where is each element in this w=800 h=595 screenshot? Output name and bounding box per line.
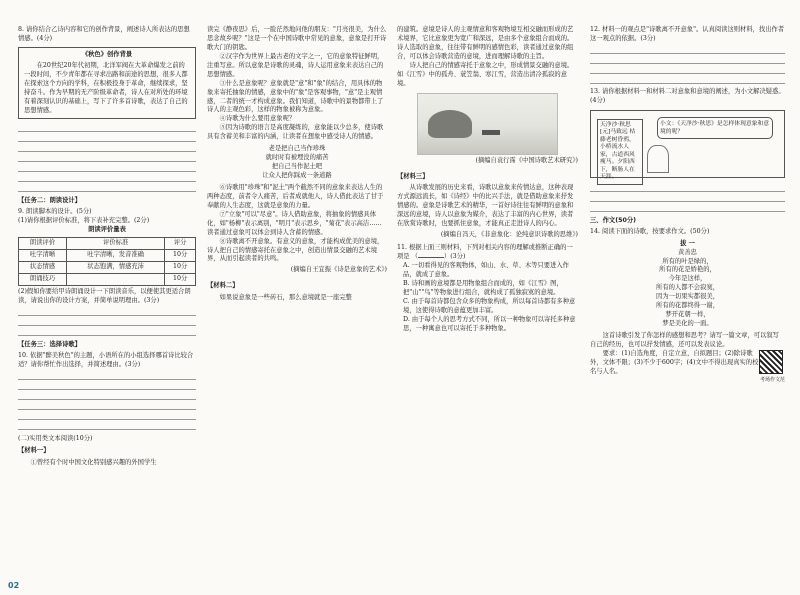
qr-code-icon[interactable] [759,350,783,374]
question-12: 12. 材料一的观点是"诗歌离不开意象"。认真阅读这则材料，找出作者这一观点的依据。(3分) [590,26,785,42]
table-cell: 10分 [165,250,196,262]
background-box-title: 《秋色》创作背景 [81,50,133,58]
poem-line: 老是把自己当作珍珠 [268,145,326,153]
table-row [19,262,196,274]
material-1-p3: ③什么是意象呢？意象就是"意"和"象"的结合，用具体的物象来寄托抽象的情感，意象中的"象"是客观事物，"意"是主观情感，二者的统一才构成意象。我们知道，诗歌中的景物都带上了诗人的主观色彩，这样的物象被称为意象。 [207,79,384,114]
poem-line: 让众人把你踩成一条道路 [262,172,332,179]
column-3 [397,26,578,333]
section-2-heading: (二)实用类文本阅读(10分) [18,434,93,442]
question-11: 11. 根据上面三则材料，下列对相关内容的理解或推断正确的一项是 （ ）(3分) [397,244,573,260]
poem-line: 今年是这样， [668,275,707,283]
table-header: 评分 [165,238,196,250]
option-a[interactable]: A. 一切看得见的客观物体，如山、水、草、木等只要进入作品，就成了意象。 [403,261,569,278]
material-1-source: (摘编自王宜振《诗是意象的艺术》) [290,266,387,274]
column-4 [590,26,785,384]
table-header: 评价标准 [67,238,165,250]
question-13: 13. 请你根据材料一和材料二对意象和意境的阐述，为小文解决疑惑。(4分) [590,87,785,104]
material-1-p6: ⑥诗歌用"珍珠"和"泥土"两个截然不同的意象来表达人生的两种态度，前者令人痛苦，后者成就他人，诗人借此表达了甘于奉献的人生态度，这就是意象的力量。 [207,183,384,209]
section-3-heading: 三、作文(50分) [590,216,637,224]
answer-lines-q10[interactable] [18,370,196,430]
option-b[interactable]: B. 诗和画的意境都是用物象组合而成的，如《江雪》图，把"山""鸟"等物象进行组合，就构成了孤独寂寞的意境。 [403,279,563,296]
poem-line: 因为一切果实都很美， [656,293,719,301]
material-1-p5: ⑤因为诗歌的语言是高度凝练的，意象能以少总多，使诗歌具有含蓄美和丰富的内涵，让读者在想象中感受诗人的情感。 [207,124,384,141]
answer-lines-q13[interactable] [590,182,785,212]
question-10: 10. 依据"醉美秋色"的主题，小语所在的小组选择哪首诗比较合适？请你帮忙作出选择，并简述理由。(3分) [18,351,194,368]
material-2-p1: 的建筑。意境是诗人的主观情意和客观物境互相交融而形成的艺术境界，它比意象更为宽广和深远，是由多个意象组合而成的。诗人选取的意象，往往带有鲜明的感情色彩，读者通过意象的组合，可以体会诗歌营造的意境，进而理解诗歌的主旨。 [397,26,574,60]
painting-boat [482,130,500,135]
material-1-p4: ④诗歌为什么要用意象呢？ [219,115,296,123]
table-cell: 10分 [165,274,196,286]
qr-caption: 考场作文范 [759,376,785,383]
poem-line: 梦是美化的一面。 [662,320,713,328]
table-row [19,274,196,286]
option-d[interactable]: D. 由于每个人的思考方式不同，所以一种物象可以寄托多种意思，一种寓意也可以寄托于多种物象。 [403,315,576,332]
table-cell: 状态饱满，情感充沛 [67,262,165,274]
rubric-table-title: 朗读评价量表 [88,226,126,234]
table-header: 朗读评价 [19,238,67,250]
painting-mountain [428,110,472,138]
table-cell: 吐字清晰，发音准确 [67,250,165,262]
cartoon-illustration [590,110,785,181]
table-cell: 状态情感 [19,262,67,274]
table-cell: 10分 [165,262,196,274]
question-14: 14. 阅读下面的诗歌，按要求作文。(50分) [590,227,710,235]
table-cell: 吐字清晰 [19,250,67,262]
poem-author: 黄善忠 [678,248,697,256]
question-9-1: (1)请你根据评价标准，将下表补充完整。(2分) [18,217,150,225]
poem-line: 所有的花是娇艳的， [659,266,716,274]
poem-line: 所有的叶是绿的， [662,257,713,265]
poem-line: 就时时有被埋没的痛苦 [265,154,329,162]
question-11-text: 11. 根据上面三则材料，下列对相关内容的理解或推断正确的一项是 [397,244,573,260]
material-3-text: 从诗歌发展的历史来看，诗歌以意象来传情达意，这种表现方式源远流长，如《诗经》中的比兴手法，就是借助意象来抒发情感的。意象是诗歌艺术的精华，一首好诗往往有鲜明的意象和深远的意境，诗人以意象为媒介，表达了丰富的内心世界，读者在欣赏诗歌时，也要抓住意象，才能真正走进诗人的内心。 [397,184,574,228]
task-2-heading: 【任务二：朗读设计】 [18,197,81,205]
poem-title: 拔 一 [680,239,695,247]
answer-lines-q8[interactable] [18,122,196,192]
option-c[interactable]: C. 由于每首诗都包含众多的物象构成，所以每首诗都有多种意境，这使得诗歌的意蕴更加丰富。 [403,297,576,314]
material-3-label: 【材料三】 [397,172,429,180]
question-11-score: (3分) [450,253,466,260]
quoted-poem [207,145,387,181]
task-3-heading: 【任务三：选择诗歌】 [18,340,81,348]
material-1-p1: 读完《静夜思》后，一脸茫然地问他的朋友："月亮很美，为什么思念故乡呢？"这是一个在中国诗歌中常见的意象，意象是打开诗歌大门的钥匙。 [207,26,387,51]
material-1-p2: ②汉字作为世界上最古老的文字之一，它的意象特征鲜明，注重写意。所以意象是诗歌的灵魂，诗人运用意象来表达自己的思想情感。 [207,52,384,78]
background-box-text: 在20世纪20年代初期，北洋军阀在大革命爆发之前的一段时间，不少青年都在寻求出路和前途的思想，很多人都在探索这个方向的学科，在积极投身于革命，继续探求，坚持奋斗。作为早期的无产阶级革命者，诗人在对所处的环境有着深刻认识的基础上，写下了许多首诗歌，表达了自己的思想情感。 [24,61,188,114]
material-1-p7: ⑦"立象"可以"尽意"。诗人借助意象，将抽象的情感具体化，如"杨柳"表示离别，"明月"表示思乡，"菊花"表示高洁……读者通过意象可以体会到诗人含蓄的情感。 [207,210,382,236]
poem-line: 梦开花朝一样， [665,311,710,319]
background-box [18,47,196,120]
essay-requirements-block [590,350,785,377]
table-cell: 朗诵技巧 [19,274,67,286]
answer-lines-q9[interactable] [18,306,196,336]
answer-lines-q12[interactable] [590,44,785,84]
material-1-label: 【材料一】 [18,446,50,454]
answer-blank-q11[interactable] [418,257,444,258]
material-2-source: (摘编自袁行霈《中国诗歌艺术研究》) [475,156,578,164]
table-answer-cell[interactable] [67,274,165,286]
page-number: 02 [8,580,20,590]
material-2-text: 如果说意象是一些砖石，那么意境就是一座完整 [219,294,352,302]
poem-line: 所有的花都终得一谢， [656,302,719,310]
poem-line: 把自己当作泥土吧 [271,163,323,171]
material-3-source: (摘编自冯天，《非意象化：论纯意识诗歌的思维》) [440,231,578,239]
river-snow-painting [417,93,558,155]
question-9: 9. 朗读脚本的设计。(5分) [18,208,92,216]
question-8: 8. 请你结合乙诗内容和它的创作背景，阐述诗人所表达的思想情感。(4分) [18,26,190,42]
material-2-p2: 诗人把自己的情感寄托于意象之中，形成情景交融的意境。如《江雪》中的孤舟、蓑笠翁、寒江雪，营造出清冷孤寂的意境。 [397,61,574,87]
cartoon-poem-card: 天净沙·秋思 [元]马致远 枯藤老树昏鸦，小桥流水人家，古道西风瘦马。夕阳西下，断肠人在天涯。 [597,119,643,185]
question-9-2: (2)假如你要给甲诗朗诵设计一下朗读音乐，以便使其更适合朗读，请说出你的设计方案，并简单说明理由。(3分) [18,287,191,304]
table-header-row [19,238,196,250]
cartoon-speech-bubble: 小文：《天净沙·秋思》是怎样体现意象和意境的呢？ [657,117,773,139]
table-row [19,250,196,262]
essay-requirements: 要求：(1)自选角度，自定立意，自拟题目；(2)除诗歌外，文体不限；(3)不少于600字；(4)文中不得出现真实的校名与人名。 [590,349,759,375]
cartoon-student-figure [647,145,669,173]
essay-prompt: 这首诗歌引发了你怎样的感想和思考？请写一篇文章，可以叙写自己的经历，也可以抒发情感，还可以发表议论。 [590,332,779,348]
rubric-table [18,237,196,286]
essay-poem [590,240,785,329]
material-2-label: 【材料二】 [207,282,239,290]
material-1-text: ①曾经有个时中国文化特别感兴趣的外国学生 [30,458,157,466]
column-1 [18,26,196,467]
material-1-p8: ⑧诗歌离不开意象。有意义的意象，才能构成优美的意境，诗人把自己的情感寄托在意象之中，创造出情景交融的艺术境界，从而引起读者的共鸣。 [207,237,384,263]
column-2 [207,26,387,303]
poem-line: 所有的人都不会寂寞， [656,284,719,292]
